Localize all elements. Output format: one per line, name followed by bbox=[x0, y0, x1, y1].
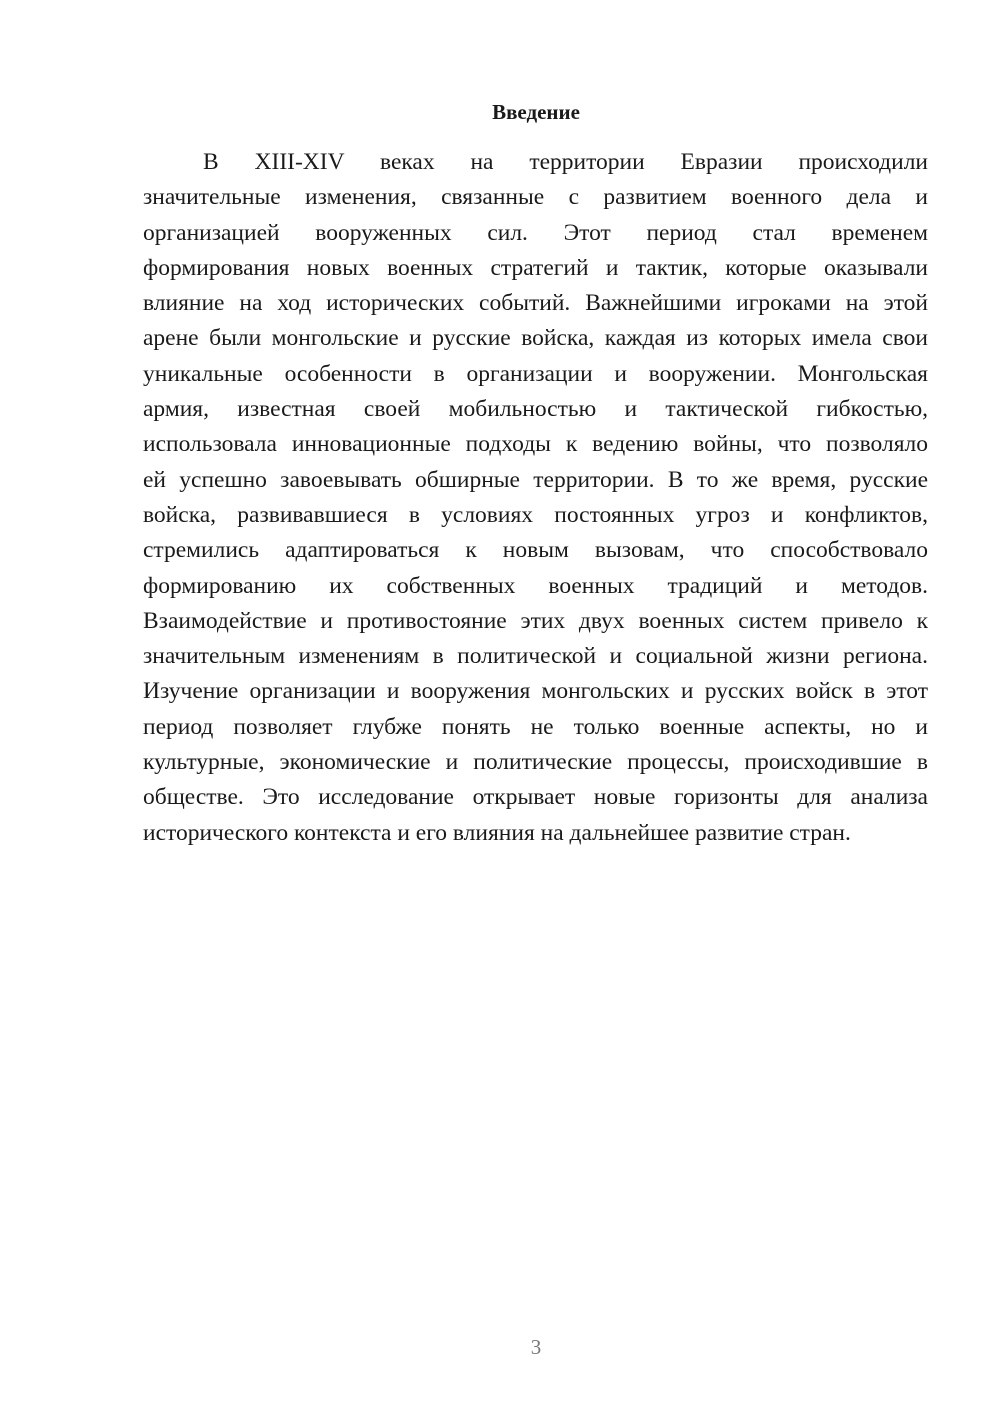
page-number: 3 bbox=[530, 1335, 542, 1359]
paragraph-line: использовала инновационные подходы к ведению войны, что позволяло bbox=[143, 431, 928, 458]
paragraph-line: формирования новых военных стратегий и тактик, которые оказывали bbox=[143, 254, 928, 281]
paragraph-line: культурные, экономические и политические процессы, происходившие в bbox=[143, 749, 928, 776]
paragraph-line: стремились адаптироваться к новым вызовам, что способствовало bbox=[143, 537, 928, 564]
introduction-paragraph bbox=[143, 145, 928, 851]
paragraph-line: значительные изменения, связанные с развитием военного дела и bbox=[143, 184, 928, 211]
paragraph-line: Взаимодействие и противостояние этих двух военных систем привело к bbox=[143, 607, 928, 634]
paragraph-line: влияние на ход исторических событий. Важнейшими игроками на этой bbox=[143, 290, 928, 317]
section-heading: Введение bbox=[492, 100, 580, 124]
paragraph-line: период позволяет глубже понять не только военные аспекты, но и bbox=[143, 713, 928, 740]
paragraph-line: формированию их собственных военных традиций и методов. bbox=[143, 572, 928, 599]
paragraph-line: арене были монгольские и русские войска, каждая из которых имела свои bbox=[143, 325, 928, 352]
paragraph-line: организацией вооруженных сил. Этот период стал временем bbox=[143, 219, 928, 246]
paragraph-line: обществе. Это исследование открывает новые горизонты для анализа bbox=[143, 784, 928, 811]
paragraph-line: исторического контекста и его влияния на дальнейшее развитие стран. bbox=[143, 819, 851, 846]
paragraph-line: ей успешно завоевывать обширные территории. В то же время, русские bbox=[143, 466, 928, 493]
paragraph-line: значительным изменениям в политической и социальной жизни региона. bbox=[143, 643, 928, 670]
paragraph-line: уникальные особенности в организации и вооружении. Монгольская bbox=[143, 360, 928, 387]
paragraph-line: Изучение организации и вооружения монгольских и русских войск в этот bbox=[143, 678, 928, 705]
paragraph-line: В XIII-XIV веках на территории Евразии происходили bbox=[203, 149, 928, 175]
paragraph-line: войска, развивавшиеся в условиях постоянных угроз и конфликтов, bbox=[143, 501, 928, 528]
paragraph-line: армия, известная своей мобильностью и тактической гибкостью, bbox=[143, 396, 928, 423]
